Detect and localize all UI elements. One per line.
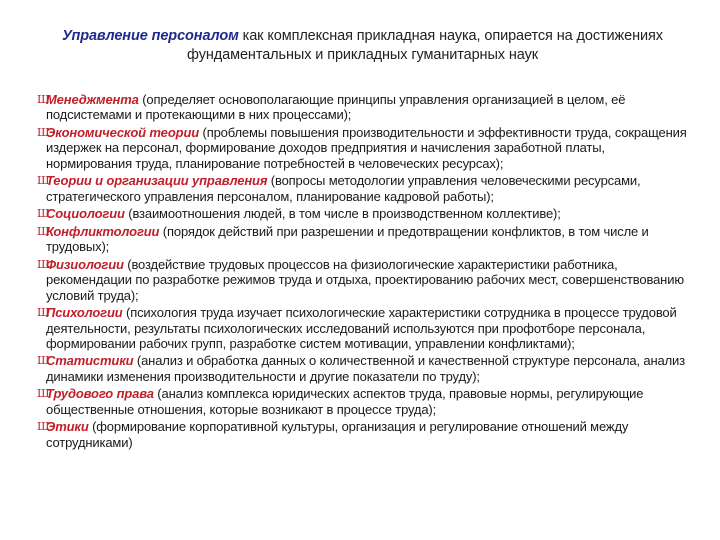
item-term: Физиологии [46,256,124,272]
bullet-icon: Ш [37,354,50,368]
item-text: (воздействие трудовых процессов на физиологические характеристики работника, рекомендации по разработке режимов труда и отдыха, проектированию рабочих мест, совершенствованию условий труда); [46,256,684,303]
list-item-conflictology [38,224,688,255]
item-text: (анализ комплекса юридических аспектов труда, правовые нормы, регулирующие общественные отношения, которые возникают в процессе труда); [46,386,644,417]
item-text: (вопросы методологии управления человеческими ресурсами, стратегического управления персоналом, планирование кадровой работы); [46,173,641,204]
list-item-management-theory [38,173,688,204]
item-text: (психология труда изучает психологические характеристики сотрудника в процессе трудовой деятельности, результаты психологических исследований используются при профотборе персонала, формировании рабочих групп, разработке систем мотивации, управлении конфликтами); [46,305,677,351]
item-term: Социологии [46,206,125,222]
list-item-ethics [38,419,688,450]
item-term: Психологии [46,305,123,321]
item-term: Теории и организации управления [46,173,268,189]
slide-title [40,27,685,65]
bullet-icon: Ш [37,207,50,221]
title-accent: Управление персоналом [62,28,239,44]
item-term: Экономической теории [46,124,200,140]
list-item-sociology [38,206,688,221]
list-item-economics [38,125,688,171]
disciplines-list [38,92,688,452]
item-text: (анализ и обработка данных о количественной и качественной структуре персонала, анализ динамики изменения производительности и другие показатели по труду); [46,353,685,384]
list-item-psychology [38,305,688,351]
item-term: Этики [46,419,89,435]
item-text: (порядок действий при разрешении и предотвращении конфликтов, в том числе и трудовых); [46,223,649,255]
bullet-icon: Ш [37,387,50,401]
title-rest: как комплексная прикладная наука, опирается на достижениях фундаментальных и прикладных гуманитарных наук [187,28,663,63]
bullet-icon: Ш [37,174,50,188]
list-item-statistics [38,353,688,384]
bullet-icon: Ш [37,224,50,238]
item-term: Менеджмента [46,92,139,107]
item-text: (проблемы повышения производительности и эффективности труда, сокращения издержек на персонал, формирование доходов предприятия и начисления заработной платы, нормирования труда, планирование потребностей в человеческих ресурсах); [46,124,687,171]
item-term: Трудового права [46,386,154,402]
item-term: Статистики [46,353,134,369]
bullet-icon: Ш [37,257,50,271]
item-text: (взаимоотношения людей, в том числе в производственном коллективе); [124,206,561,222]
item-term: Конфликтологии [46,223,160,239]
item-text: (определяет основополагающие принципы управления организацией в целом, её подсистемами и протекающими в них процессами); [46,92,626,123]
list-item-physiology [38,257,688,303]
bullet-icon: Ш [37,93,50,106]
list-item-management [38,92,688,123]
item-text: (формирование корпоративной культуры, организация и регулирование отношений между сотрудниками) [46,419,629,450]
bullet-icon: Ш [37,420,50,434]
list-item-labor-law [38,386,688,417]
bullet-icon: Ш [37,125,50,139]
bullet-icon: Ш [37,306,50,320]
